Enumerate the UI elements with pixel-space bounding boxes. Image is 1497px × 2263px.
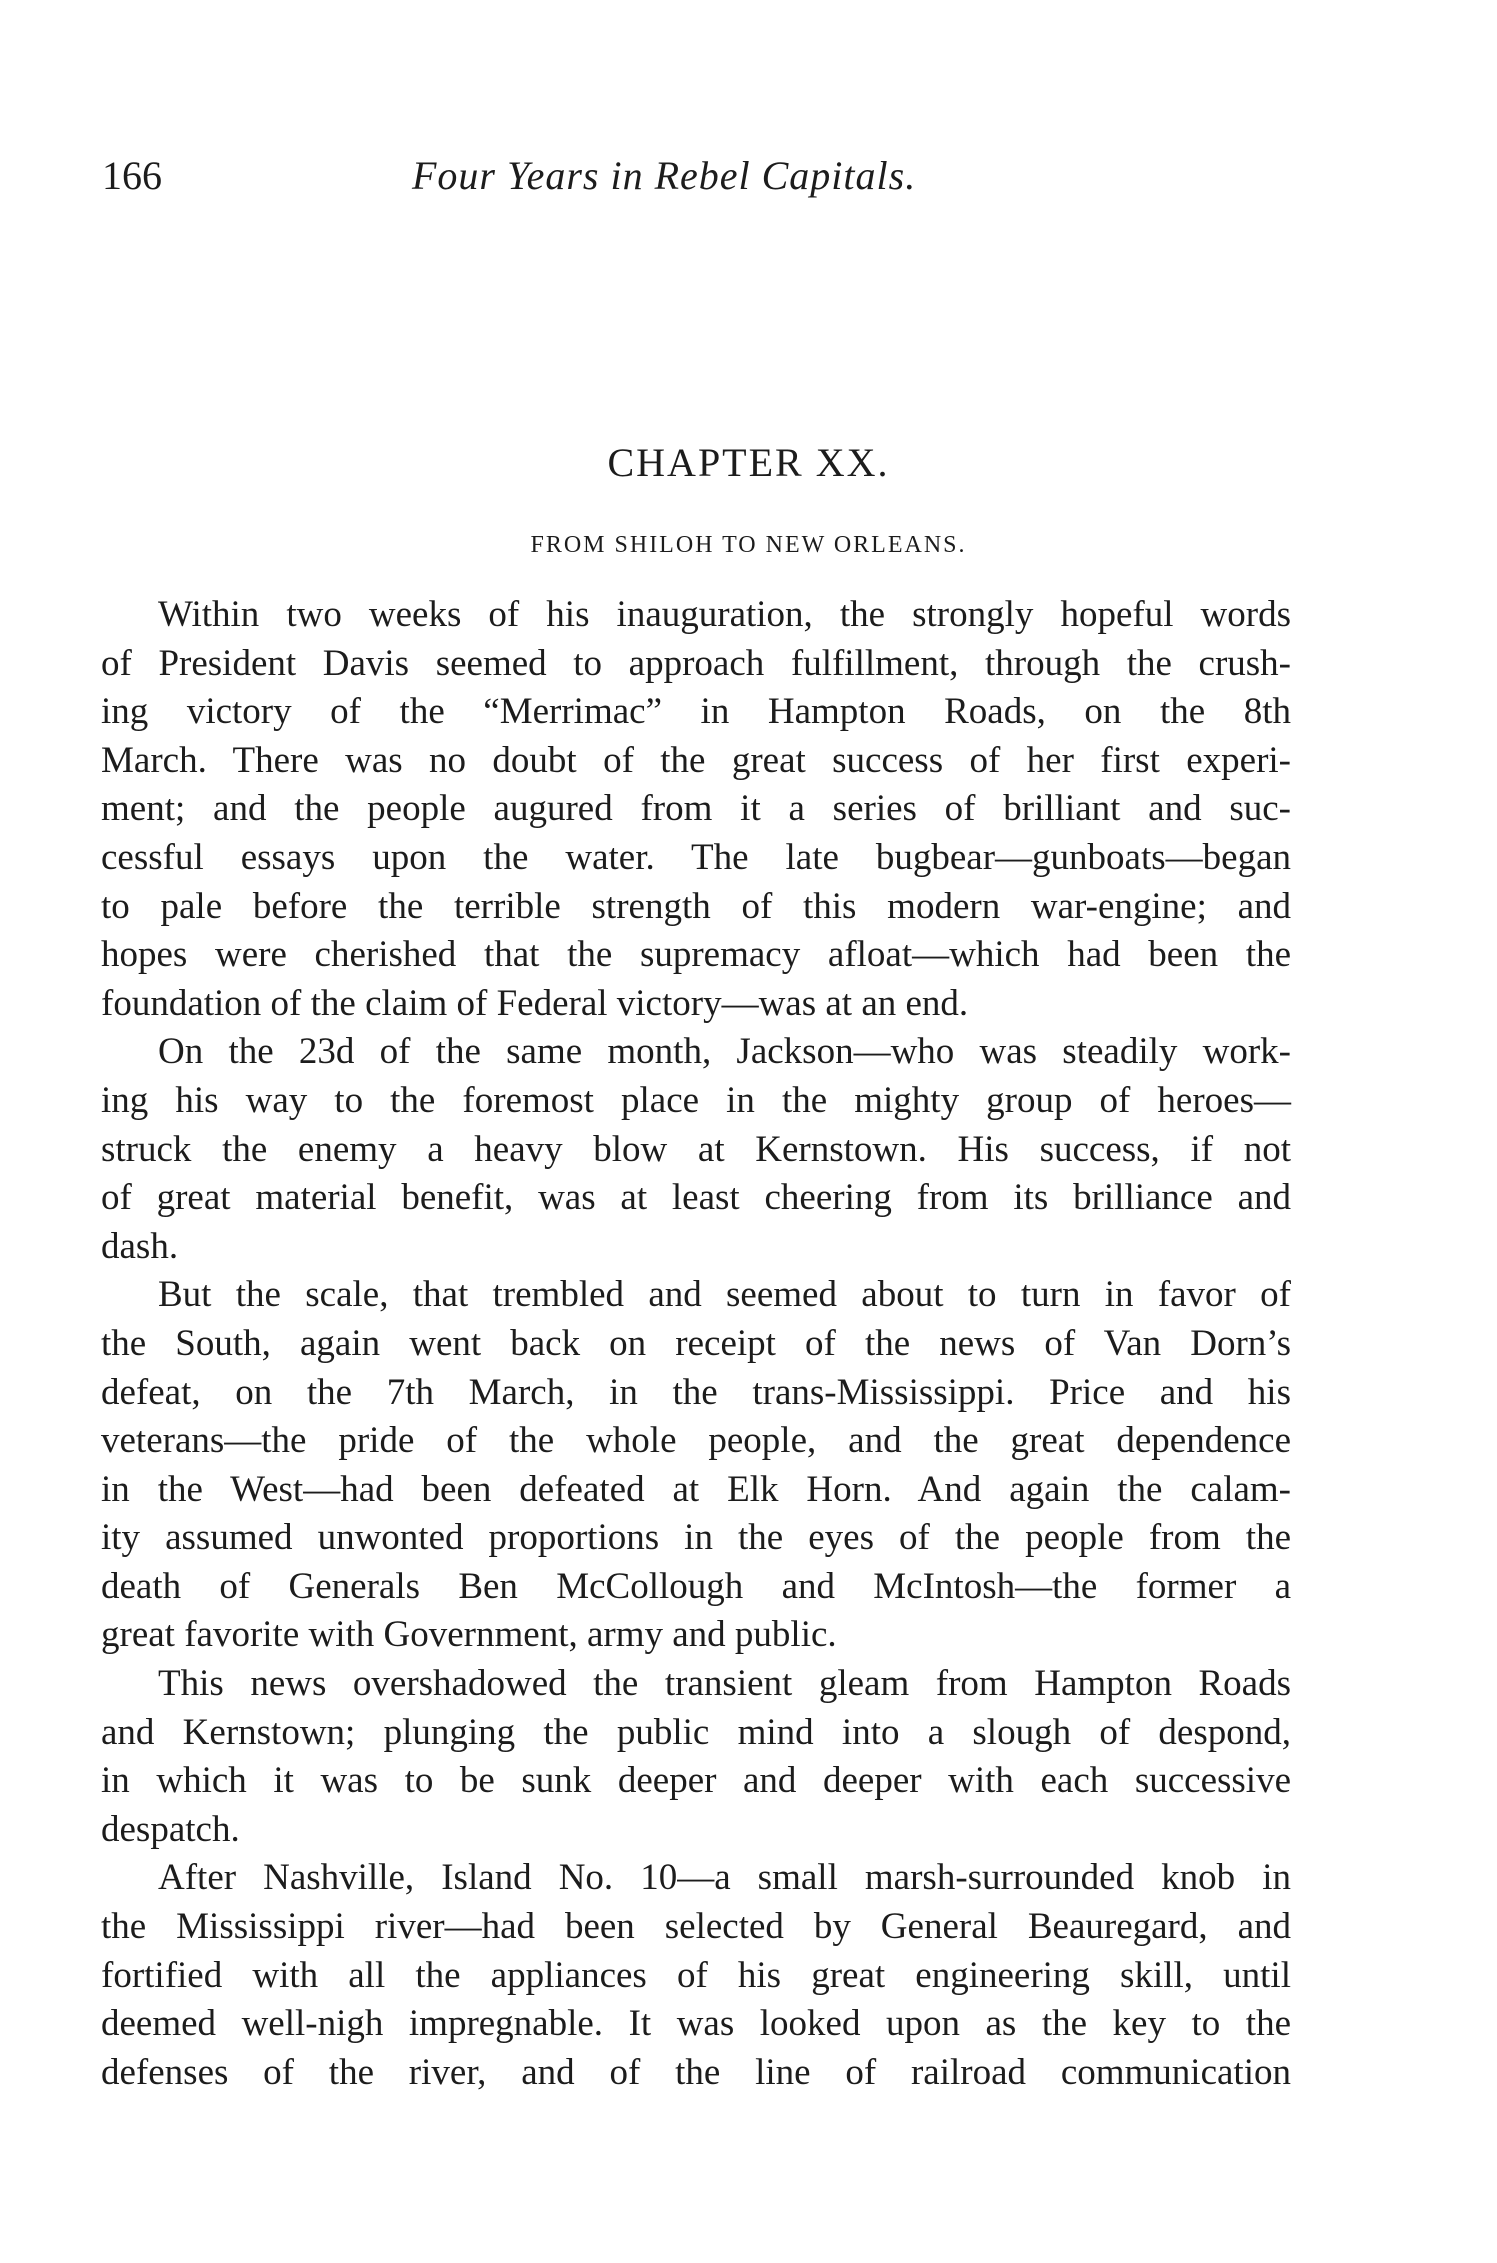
text-line: But the scale, that trembled and seemed about to turn in favor of bbox=[158, 1274, 1291, 1316]
text-line: to pale before the terrible strength of this modern war-engine; and bbox=[101, 885, 1291, 927]
text-line: great favorite with Government, army and public. bbox=[101, 1614, 837, 1656]
text-line: veterans—the pride of the whole people, and the great dependence bbox=[101, 1420, 1291, 1462]
text-line: cessful essays upon the water. The late bugbear—gunboats—began bbox=[101, 836, 1291, 878]
text-line: defenses of the river, and of the line of railroad communication bbox=[101, 2051, 1291, 2093]
paragraph bbox=[101, 1271, 1291, 1660]
text-line: ment; and the people augured from it a series of brilliant and suc- bbox=[101, 788, 1291, 830]
text-line: On the 23d of the same month, Jackson—who was steadily work- bbox=[158, 1031, 1291, 1073]
running-head bbox=[102, 148, 1102, 204]
text-line: defeat, on the 7th March, in the trans-Mississippi. Price and his bbox=[101, 1371, 1291, 1413]
paragraph bbox=[101, 1854, 1291, 2097]
text-line: and Kernstown; plunging the public mind into a slough of despond, bbox=[101, 1711, 1291, 1753]
chapter-subtitle: FROM SHILOH TO NEW ORLEANS. bbox=[530, 532, 967, 558]
text-line: Within two weeks of his inauguration, the strongly hopeful words bbox=[158, 594, 1291, 635]
text-line: dash. bbox=[101, 1225, 179, 1267]
page-number: 166 bbox=[102, 153, 162, 198]
text-line: of great material benefit, was at least cheering from its brilliance and bbox=[101, 1177, 1291, 1219]
text-line: death of Generals Ben McCollough and McIntosh—the former a bbox=[101, 1565, 1291, 1607]
text-line: the South, again went back on receipt of the news of Van Dorn’s bbox=[101, 1322, 1291, 1364]
text-line: in the West—had been defeated at Elk Horn. And again the calam- bbox=[101, 1468, 1291, 1510]
body-text bbox=[101, 591, 1291, 2097]
text-line: March. There was no doubt of the great success of her first experi- bbox=[101, 739, 1291, 781]
text-line: deemed well-nigh impregnable. It was looked upon as the key to the bbox=[101, 2003, 1291, 2045]
text-line: ity assumed unwonted proportions in the eyes of the people from the bbox=[101, 1517, 1291, 1559]
text-line: ing his way to the foremost place in the mighty group of heroes— bbox=[101, 1079, 1291, 1121]
text-line: ing victory of the “Merrimac” in Hampton Roads, on the 8th bbox=[101, 691, 1291, 733]
paragraph bbox=[101, 591, 1291, 1028]
text-line: of President Davis seemed to approach fulfillment, through the crush- bbox=[101, 642, 1291, 684]
chapter-heading: CHAPTER XX. bbox=[607, 440, 890, 485]
text-line: struck the enemy a heavy blow at Kernstown. His success, if not bbox=[101, 1128, 1291, 1170]
text-line: fortified with all the appliances of his great engineering skill, until bbox=[101, 1954, 1291, 1996]
text-line: hopes were cherished that the supremacy afloat—which had been the bbox=[101, 934, 1291, 976]
text-line: in which it was to be sunk deeper and deeper with each successive bbox=[101, 1760, 1291, 1802]
paragraph bbox=[101, 1660, 1291, 1854]
text-line: foundation of the claim of Federal victory—was at an end. bbox=[101, 982, 969, 1024]
text-line: the Mississippi river—had been selected by General Beauregard, and bbox=[101, 1906, 1291, 1948]
text-line: This news overshadowed the transient gleam from Hampton Roads bbox=[158, 1663, 1291, 1705]
running-title: Four Years in Rebel Capitals. bbox=[412, 153, 917, 198]
text-line: despatch. bbox=[101, 1808, 240, 1850]
paragraph bbox=[101, 1028, 1291, 1271]
text-line: After Nashville, Island No. 10—a small marsh-surrounded knob in bbox=[158, 1857, 1291, 1899]
